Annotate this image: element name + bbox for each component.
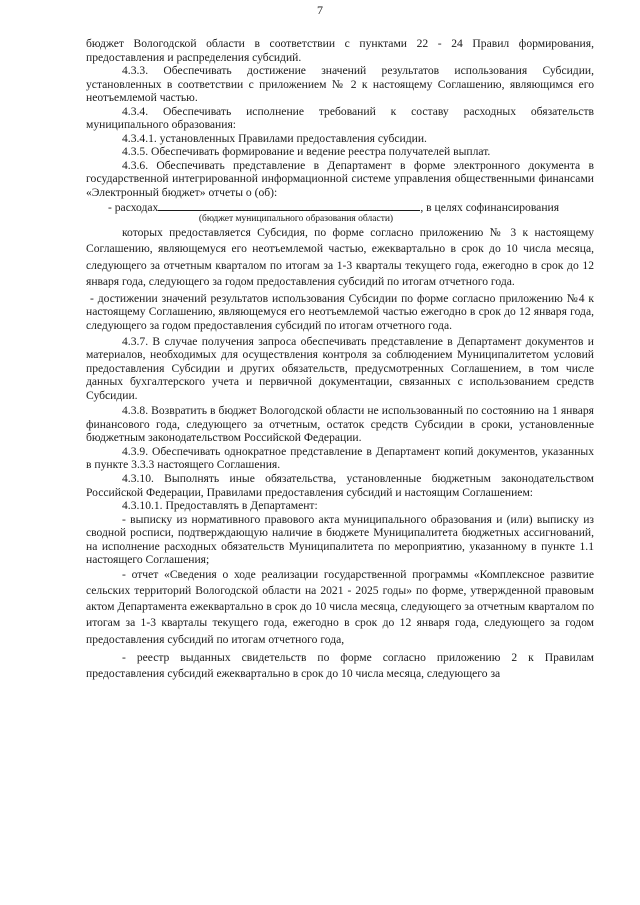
page-number: 7 bbox=[317, 3, 323, 17]
paragraph-continuation: бюджет Вологодской области в соответствии с пунктами 22 - 24 Правил формирования, предоставления и распределения субсидий. bbox=[86, 37, 594, 64]
form-prefix: - расходах bbox=[108, 200, 159, 214]
clause-4-3-9: 4.3.9. Обеспечивать однократное представление в Департамент копий документов, указанных в пункте 3.3.3 настоящего Соглашения. bbox=[86, 444, 594, 472]
form-suffix: , в целях софинансирования bbox=[420, 200, 560, 214]
clause-4-3-5: 4.3.5. Обеспечивать формирование и ведение реестра получателей выплат. bbox=[122, 145, 491, 159]
clause-4-3-3: 4.3.3. Обеспечивать достижение значений результатов использования Субсидии, установленных в соответствии с приложением № 2 к настоящему Соглашению, являющимся его неотъемлемой частью. bbox=[86, 64, 594, 105]
document-body bbox=[86, 37, 594, 682]
clause-4-3-4: 4.3.4. Обеспечивать исполнение требований к составу расходных обязательств муниципального образования: bbox=[86, 104, 594, 132]
report-results-text: - достижении значений результатов использования Субсидии по форме согласно приложению №4 к настоящему Соглашению, являющемуся его неотъемлемой частью ежегодно в срок до 12 января года, следующего за годом предоставления субсидий по итогам отчетного года. bbox=[86, 291, 594, 333]
clause-4-3-4-1: 4.3.4.1. установленных Правилами предоставления субсидии. bbox=[122, 131, 427, 145]
clause-4-3-8: 4.3.8. Возвратить в бюджет Вологодской области не использованный по состоянию на 1 января финансового года, следующего за отчетным, остаток средств Субсидии в сроки, установленные бюджетным законодательством Российской Федерации. bbox=[86, 404, 594, 445]
clause-4-3-10: 4.3.10. Выполнять иные обязательства, установленные бюджетным законодательством Российской Федерации, Правилами предоставления субсидий и настоящим Соглашением: bbox=[86, 472, 594, 499]
budget-blank-field bbox=[158, 200, 420, 211]
clause-4-3-6: 4.3.6. Обеспечивать представление в Департамент в форме электронного документа в государственной интегрированной информационной системе управления общественными финансами «Электронный бюджет» отчеты о (об): bbox=[86, 158, 594, 200]
expenses-form-line bbox=[86, 200, 594, 215]
extract-item: - выписку из нормативного правового акта муниципального образования и (или) выписку из сводной росписи, подтверждающую наличие в бюджете Муниципалитета бюджетных ассигнований, на исполнение расходных обязательств Муниципалитета по мероприятию, указанному в пункте 1.1 настоящего Соглашения; bbox=[86, 512, 594, 567]
clause-4-3-7: 4.3.7. В случае получения запроса обеспечивать представление в Департамент документов и материалов, необходимых для осуществления контроля за соблюдением Муниципалитетом условий предоставления Субсидии и других обязательств, предусмотренных Соглашением, в том числе данных бухгалтерского учета и первичной документации, связанных с использованием средств Субсидии. bbox=[86, 334, 594, 402]
clause-4-3-10-1: 4.3.10.1. Предоставлять в Департамент: bbox=[122, 499, 318, 513]
certificates-registry-item: - реестр выданных свидетельств по форме согласно приложению 2 к Правилам предоставления субсидий ежеквартально в срок до 10 числа месяца, следующего за bbox=[86, 650, 594, 681]
program-report-item: - отчет «Сведения о ходе реализации государственной программы «Комплексное развитие сельских территорий Вологодской области на 2021 - 2025 годы» по форме, утвержденной правовым актом Департамента ежеквартально в срок до 10 числа месяца, следующего за отчетным кварталом по итогам за 1-3 кварталы текущего года, ежегодно в срок до 12 января года, следующего за годом предоставления субсидий по итогам отчетного года, bbox=[86, 567, 594, 646]
report-expenses-text: которых предоставляется Субсидия, по форме согласно приложению № 3 к настоящему Соглашению, являющемуся его неотъемлемой частью, ежеквартально в срок до 10 числа месяца, следующего за отчетным кварталом по итогам за 1-3 кварталы текущего года, ежегодно в срок до 12 января года, следующего за годом предоставления субсидий по итогам отчетного года. bbox=[86, 226, 594, 288]
blank-field-caption: (бюджет муниципального образования области) bbox=[198, 214, 394, 225]
